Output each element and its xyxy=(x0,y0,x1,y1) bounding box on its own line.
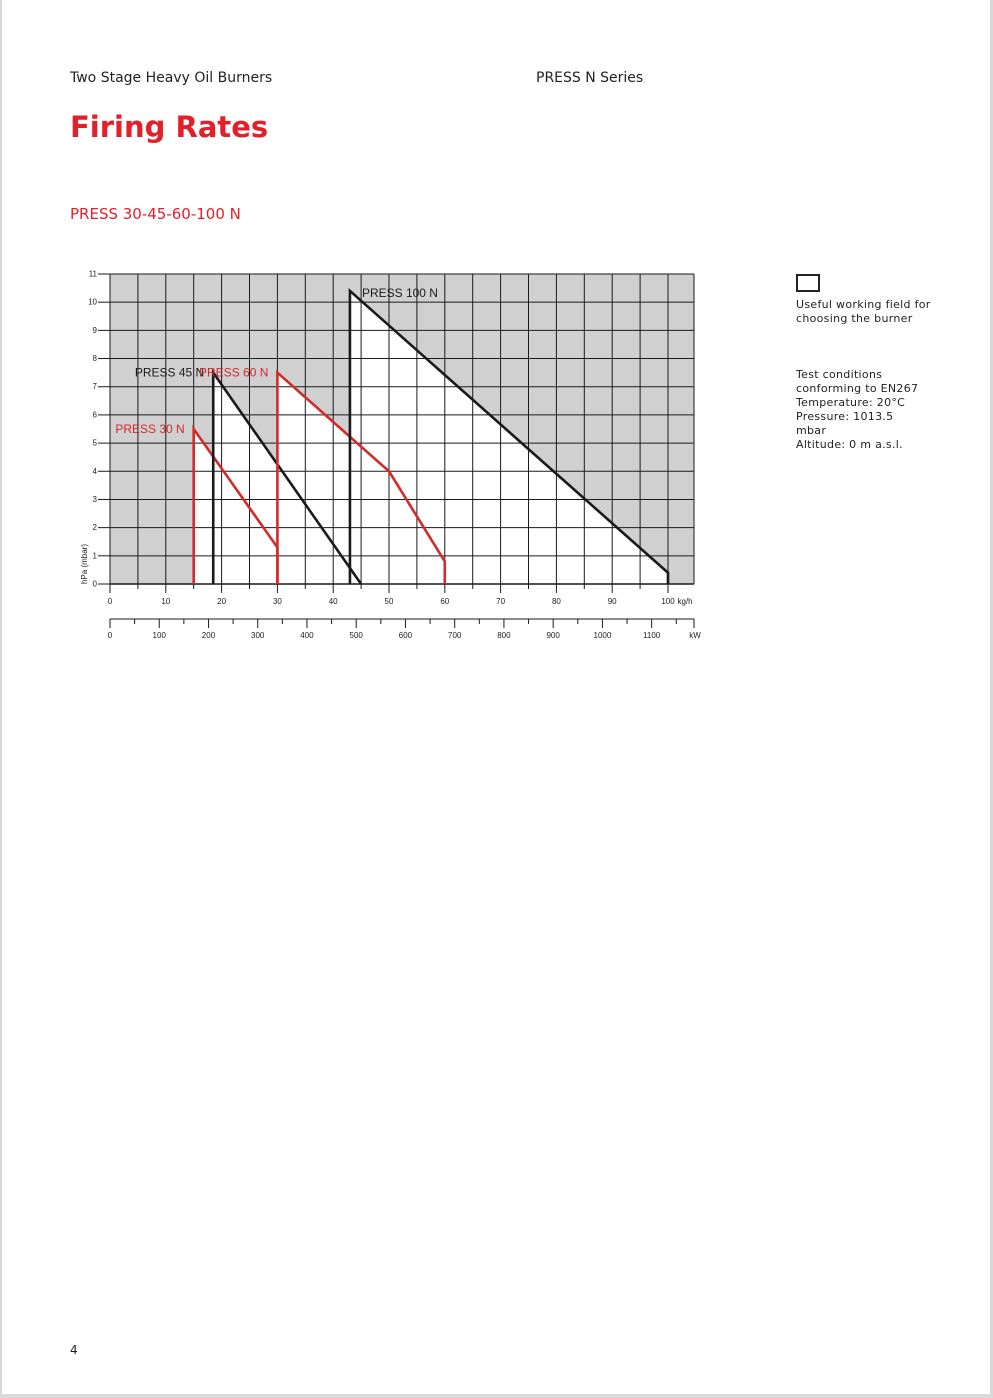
test-conditions xyxy=(796,368,921,452)
x-tick-label: 100 xyxy=(661,597,675,606)
y-tick-label: 1 xyxy=(92,551,97,561)
x2-tick-label: 700 xyxy=(448,631,462,640)
x2-tick-label: 0 xyxy=(107,631,113,640)
x-tick-label: 80 xyxy=(551,597,561,606)
y-tick-label: 9 xyxy=(92,325,97,335)
x-tick-label: 50 xyxy=(384,597,394,606)
y-tick-label: 11 xyxy=(88,269,97,279)
y-tick-label: 0 xyxy=(92,579,97,589)
x-tick-label: 10 xyxy=(161,597,171,606)
y-tick-label: 4 xyxy=(92,466,97,476)
test-line: Test conditions conforming to EN267 xyxy=(796,368,919,395)
y-tick-label: 10 xyxy=(88,297,97,307)
x-tick-label: 30 xyxy=(272,597,282,606)
page-number: 4 xyxy=(70,1343,78,1357)
x2-tick-label: 300 xyxy=(251,631,265,640)
x-tick-label: 20 xyxy=(217,597,227,606)
test-line: Pressure: 1013.5 mbar xyxy=(796,410,894,437)
x2-tick-label: 600 xyxy=(398,631,413,640)
x2-tick-label: 800 xyxy=(497,631,511,640)
x-tick-label: 40 xyxy=(328,597,338,606)
legend-label: Useful working field for choosing the burner xyxy=(796,298,931,325)
test-line: Temperature: 20°C xyxy=(796,396,906,409)
x2-tick-label: 400 xyxy=(300,631,314,640)
series-label: PRESS 60 N xyxy=(199,365,269,380)
x2-tick-label: 1100 xyxy=(643,631,661,640)
header-series: PRESS N Series xyxy=(536,70,644,86)
x2-tick-label: 900 xyxy=(546,631,560,640)
x-axis-unit-label: kg/h xyxy=(677,597,693,606)
y-tick-label: 6 xyxy=(92,410,97,420)
x2-axis-unit-label: kW xyxy=(689,631,701,640)
x-tick-label: 90 xyxy=(607,597,617,606)
y-tick-label: 3 xyxy=(92,494,97,504)
y-axis-label: hPa (mbar) xyxy=(80,543,89,585)
series-label: PRESS 45 N xyxy=(134,365,205,380)
x2-tick-label: 200 xyxy=(201,631,216,640)
x-tick-label: 0 xyxy=(107,597,113,606)
series-label: PRESS 100 N xyxy=(361,285,438,300)
chart-subtitle: PRESS 30-45-60-100 N xyxy=(70,205,241,223)
x-tick-label: 70 xyxy=(496,597,506,606)
x-tick-label: 60 xyxy=(440,597,450,606)
x2-tick-label: 100 xyxy=(152,631,166,640)
series-label: PRESS 30 N xyxy=(115,422,185,436)
legend-swatch xyxy=(796,274,820,292)
y-tick-label: 5 xyxy=(92,438,97,448)
test-line: Altitude: 0 m a.s.l. xyxy=(796,438,903,451)
page-title: Firing Rates xyxy=(70,110,269,144)
y-tick-label: 7 xyxy=(92,382,97,392)
y-tick-label: 2 xyxy=(92,523,97,533)
x2-tick-label: 1000 xyxy=(593,631,612,640)
y-tick-label: 8 xyxy=(92,354,97,364)
x2-tick-label: 500 xyxy=(349,631,363,640)
header-title: Two Stage Heavy Oil Burners xyxy=(70,70,273,86)
